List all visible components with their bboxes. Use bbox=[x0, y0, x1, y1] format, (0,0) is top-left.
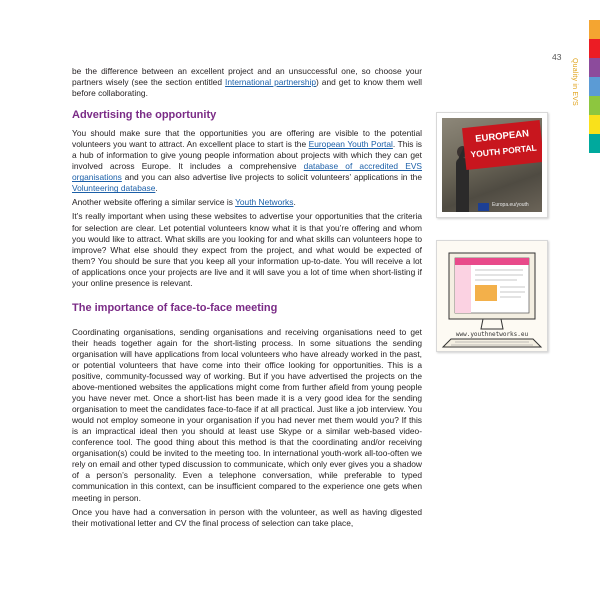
text-run: be the difference between an excellent project and an unsuccessful one, so choose your partners wisely (see the section entitled bbox=[72, 66, 422, 88]
section-tab-orange bbox=[589, 20, 600, 39]
section-tab-green bbox=[589, 96, 600, 115]
main-text-column bbox=[72, 66, 422, 532]
heading-advertising-opportunity: Advertising the opportunity bbox=[72, 109, 217, 122]
page-number: 43 bbox=[552, 52, 562, 62]
evs-organisations-database-link[interactable]: database of accredited EVS organisations bbox=[72, 161, 422, 183]
youth-networks-paragraph bbox=[72, 197, 422, 208]
youth-networks-sketch bbox=[436, 240, 548, 352]
youth-portal-sign bbox=[462, 120, 542, 170]
text-run: . bbox=[155, 183, 158, 194]
section-tab-red bbox=[589, 39, 600, 58]
final-selection-paragraph: Once you have had a conversation in person with the volunteer, as well as having digested their motivational letter and CV the final process of selection can take place, bbox=[72, 506, 422, 528]
selection-criteria-paragraph: It’s really important when using these websites to advertise your opportunities that the criteria for selection are clear. Let potential volunteers know what it is that you’re offering and whom you would like to attract. What skills are you looking for and what skills can volunteers hope to improve? What else should they expect from the project, and what would be expected of them? You should be sure that you keep all your information up-to-date. You will receive a lot of applications once your projects are live and it will save you a lot of time when short-listing if your online presence is relevant. bbox=[72, 211, 422, 288]
european-youth-portal-link[interactable]: European Youth Portal bbox=[308, 139, 393, 150]
text-run: and you can also advertise live projects to solicit volunteers’ applications in the bbox=[121, 172, 422, 183]
photo-caption: Europa.eu/youth bbox=[492, 202, 529, 208]
text-run: ) and get to know them well before collaborating. bbox=[72, 77, 423, 99]
section-side-label: Quality in EVS bbox=[571, 58, 578, 106]
european-youth-portal-photo bbox=[436, 112, 548, 218]
text-run: . This is a hub of information to give young people information about projects with which they can get involved across Europe. It includes a comprehensive bbox=[72, 139, 422, 172]
section-tab-blue bbox=[589, 77, 600, 96]
intro-paragraph bbox=[72, 66, 422, 99]
text-run: Another website offering a similar service is bbox=[72, 197, 236, 208]
text-run: . bbox=[293, 197, 296, 208]
eu-flag-icon bbox=[478, 203, 489, 211]
volunteering-database-link[interactable]: Volunteering database bbox=[72, 183, 156, 194]
section-tabs bbox=[589, 20, 600, 153]
short-listing-paragraph: Coordinating organisations, sending organisations and receiving organisations need to get their heads together again for the short-listing process. In some situations the sending organisation will have applications from local volunteers who have already worked in the past, or potential volunteers that have come into their office looking for opportunities. This is a positive, community-focussed way of working. But if you have advertised the projects on the above-mentioned websites the applications might come from further afield from young people you have never met. Once a short-list has been made it is a very good idea for the sending organisation to meet the candidates face-to-face if at all practical. Just like a job interview. You would not employ someone in your organisation if you had never met them would you? If this is an impractical ideal then you should at least use Skype or a similar web-based video-conference tool. The good thing about this method is that the coordinating and/or receiving organisation(s) could be invited to the meeting too. In international youth-work all-too-often we rely on email and other typed discussion to communicate, which only ever gives you a shadow of a person’s personality. Even a telephone conversation, while preferable to typed communication in this context, can be insufficient compared to the experience one gets when meeting in person. bbox=[72, 326, 422, 503]
youth-portal-paragraph bbox=[72, 128, 422, 194]
text-run: You should make sure that the opportunities you are offering are visible to the potential volunteers you want to attract. An excellent place to start is the bbox=[72, 128, 422, 150]
sign-line-european: EUROPEAN bbox=[474, 128, 530, 145]
photo-scene bbox=[442, 118, 542, 212]
section-tab-teal bbox=[589, 134, 600, 153]
section-tab-yellow bbox=[589, 115, 600, 134]
youth-networks-link[interactable]: Youth Networks bbox=[235, 197, 294, 208]
international-partnership-link[interactable]: International partnership bbox=[225, 77, 317, 88]
heading-face-to-face-meeting: The importance of face-to-face meeting bbox=[72, 301, 278, 314]
sign-line-youth-portal: YOUTH PORTAL bbox=[470, 142, 538, 160]
youth-networks-url: www.youthnetworks.eu bbox=[455, 331, 529, 338]
section-tab-purple bbox=[589, 58, 600, 77]
